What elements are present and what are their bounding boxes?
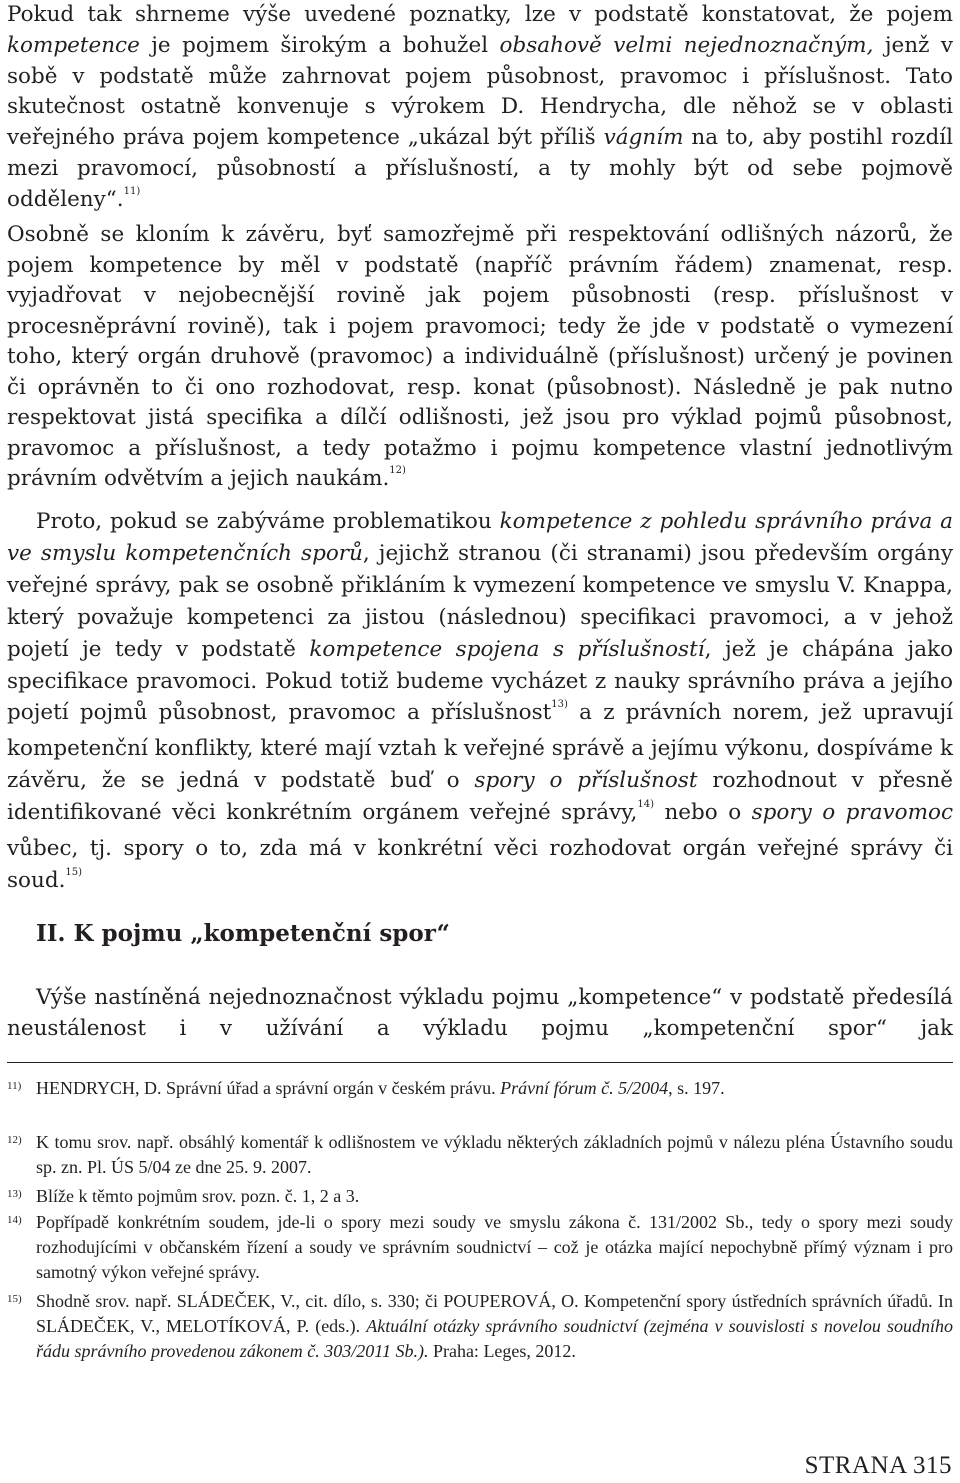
footnote-text: K tomu srov. např. obsáhlý komentář k odlišnostem ve výkladu některých základních pojmů v nálezu pléna Ústavního soudu sp. zn. Pl. ÚS 5/04 ze dne 25. 9. 2007. — [36, 1132, 953, 1177]
footnote-number: 13) — [7, 1188, 22, 1200]
footnote-number: 14) — [7, 1214, 22, 1226]
italic-run: kompetence z pohledu správního práva a ve smyslu kompetenčních sporů — [7, 509, 953, 566]
footnote-12 — [7, 1130, 953, 1180]
text-run: Proto, pokud se zabýváme problematikou — [36, 509, 500, 534]
footnote-13 — [7, 1184, 953, 1209]
footnote-text: Popřípadě konkrétním soudem, jde-li o spory mezi soudy ve smyslu zákona č. 131/2002 Sb., tedy o spory mezi soudy rozhodujícími v občanském řízení a soudy ve správním soudnictví – což je otázka mající nepochybně přímý význam i pro samotný výkon veřejné správy. — [36, 1212, 953, 1282]
italic-run: Aktuální otázky správního soudnictví (zejména v souvislosti s novelou soudního řádu správního provedenou zákonem č. 303/2011 Sb.). — [36, 1316, 953, 1361]
text-run: a z právních norem, jež upravují kompetenční konflikty, které mají vztah k veřejné správě a jejímu výkonu, dospíváme k závěru, že se jedná v podstatě buď o — [7, 700, 953, 794]
footnote-number: 11) — [7, 1080, 22, 1092]
footnote-number: 15) — [7, 1293, 22, 1305]
italic-run: spory o pravomoc — [751, 800, 953, 826]
footnote-number: 12) — [7, 1134, 22, 1146]
footnote-text — [36, 1076, 953, 1101]
text-run: HENDRYCH, D. Správní úřad a správní orgán v českém právu. — [36, 1078, 501, 1098]
paragraph-4 — [7, 982, 953, 1044]
footnote-ref-11[interactable]: 11) — [123, 185, 141, 197]
footnote-ref-12[interactable]: 12) — [389, 465, 406, 476]
text-run: Pokud tak shrneme výše uvedené poznatky, lze v podstatě konstatovat, že pojem — [7, 2, 953, 27]
paragraph-2 — [7, 220, 953, 499]
footnote-text — [36, 1289, 953, 1364]
italic-run: obsahově velmi nejednoznačným, — [499, 32, 874, 58]
text-run: , s. 197. — [668, 1078, 725, 1098]
text-run: , jejichž stranou (či stranami) jsou především orgány veřejné správy, pak se osobně přikláním k vymezení kompetence ve smyslu V. Knappa, který považuje kompetenci za jistou (následnou) specifikaci pravomoci, a v jehož pojetí je tedy v podstatě — [7, 540, 953, 662]
footnote-text: Blíže k těmto pojmům srov. pozn. č. 1, 2 a 3. — [36, 1186, 360, 1206]
page-number: STRANA 315 — [804, 1452, 952, 1479]
text-run: Praha: Leges, 2012. — [428, 1341, 576, 1361]
text-run: jenž v sobě v podstatě může zahrnovat pojem působnost, pravomoc i příslušnost. Tato skutečnost ostatně konvenuje s výrokem D. Hendrycha, dle něhož se v oblasti veřejného práva pojem kompetence „ukázal být příliš — [7, 32, 954, 150]
paragraph-1 — [7, 0, 953, 219]
footnote-separator — [7, 1062, 953, 1063]
paragraph-3 — [7, 506, 953, 901]
italic-run: vágním — [603, 125, 684, 150]
text-run: nebo o — [653, 800, 752, 826]
footnote-ref-14[interactable]: 14) — [637, 799, 654, 811]
text-run: rozhodnout v přesně identifikované věci konkrétním orgánem veřejné správy, — [7, 768, 954, 826]
footnote-15 — [7, 1289, 953, 1364]
text-run: vůbec, tj. spory o to, zda má v konkrétní věci rozhodovat orgán veřejné správy či soud. — [7, 836, 953, 893]
section-heading: II. K pojmu „kompetenční spor“ — [36, 920, 450, 947]
text-run: , jež je chápána jako specifikace pravomoci. Pokud totiž budeme vycházet z nauky správního práva a jejího pojetí pojmů působnost, pravomoc a příslušnost — [7, 636, 954, 726]
footnote-11 — [7, 1076, 953, 1101]
italic-run: Právní fórum č. 5/2004 — [500, 1078, 669, 1098]
italic-run: kompetence spojena s příslušností — [309, 636, 705, 662]
text-run: Shodně srov. např. SLÁDEČEK, V., cit. dílo, s. 330; či POUPEROVÁ, O. Kompetenční spory ústředních správních úřadů. In SLÁDEČEK, V., MELOTÍKOVÁ, P. (eds.). — [36, 1291, 953, 1336]
text-run: Osobně se kloním k závěru, byť samozřejmě při respektování odlišných názorů, že pojem kompetence by měl v podstatě (napříč právním řádem) znamenat, resp. vyjadřovat v nejobecnější rovině jak pojem působnosti (resp. příslušnost v procesněprávní rovině), tak i pojem pravomoci; tedy že jde v podstatě o vymezení toho, který orgán druhově (pravomoc) a individuálně (příslušnost) určený je povinen či oprávněn to či ono rozhodovat, resp. konat (působnost). Následně je pak nutno respektovat jistá specifika a dílčí odlišnosti, jež jsou pro výklad pojmů působnost, pravomoc a příslušnost, a tedy potažmo i pojmu kompetence vlastní jednotlivým právním odvětvím a jejich naukám. — [7, 222, 953, 491]
italic-run: kompetence — [7, 32, 140, 58]
footnote-ref-13[interactable]: 13) — [551, 699, 568, 711]
text-run: na to, aby postihl rozdíl mezi pravomocí, působností a příslušností, a ty mohly být od sebe pojmově odděleny“. — [7, 125, 953, 212]
footnote-14 — [7, 1210, 953, 1285]
italic-run: spory o příslušnost — [474, 768, 698, 794]
text-run: je pojmem širokým a bohužel — [139, 32, 500, 58]
text-run: Výše nastíněná nejednoznačnost výkladu pojmu „kompetence“ v podstatě předesílá neustálenost i v užívání a výkladu pojmu „kompetenční spor“ jak — [7, 985, 953, 1041]
footnote-ref-15[interactable]: 15) — [65, 866, 83, 878]
